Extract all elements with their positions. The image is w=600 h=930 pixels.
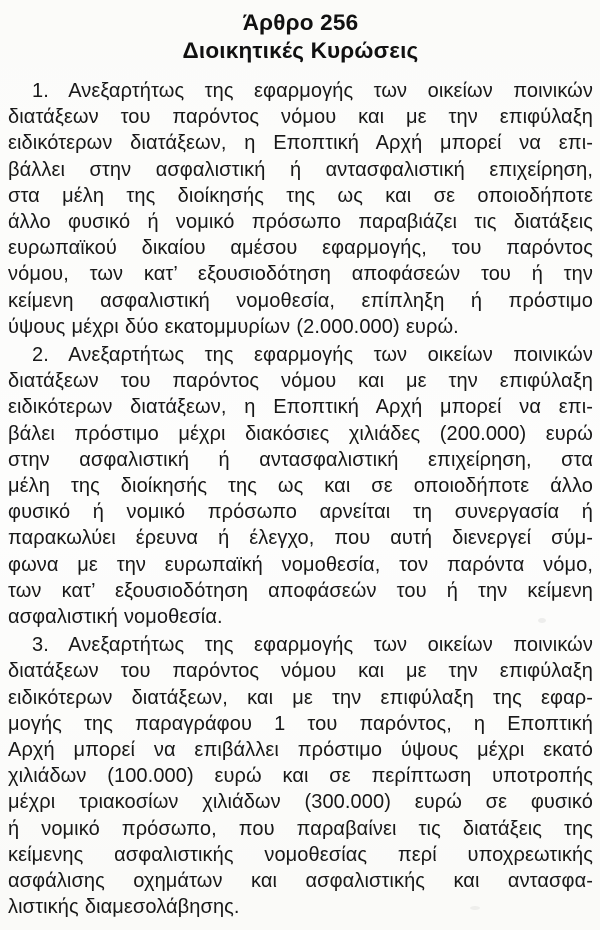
text-line: ασφάλισης οχημάτων και ασφαλιστικής και αντασφα- xyxy=(8,870,593,893)
text-line: των κατ’ εξουσιοδότηση αποφάσεών του ή την κείμενη xyxy=(8,579,593,602)
article-title: Άρθρο 256 xyxy=(242,10,359,35)
text-line: παρακωλύει έρευνα ή έλεγχο, που αυτή διενεργεί σύμ- xyxy=(8,527,593,550)
paragraph-3 xyxy=(8,632,593,920)
article-heading xyxy=(8,9,593,65)
text-line: ειδικότερων διατάξεων, η Εποπτική Αρχή μπορεί να επι- xyxy=(8,396,593,419)
text-line: στα μέλη της διοίκησής της ως και σε οποιοδήποτε xyxy=(8,184,593,207)
text-line: φωνα με την ευρωπαϊκή νομοθεσία, τον παρόντα νόμο, xyxy=(8,553,593,576)
article-subtitle: Διοικητικές Κυρώσεις xyxy=(182,38,419,63)
text-line: στην ασφαλιστική ή αντασφαλιστική επιχείρηση, στα xyxy=(8,448,593,471)
text-line: 3. Ανεξαρτήτως της εφαρμογής των οικείων ποινικών xyxy=(32,634,593,657)
text-line: Αρχή μπορεί να επιβάλλει πρόστιμο ύψους μέχρι εκατό xyxy=(8,739,593,762)
document-body xyxy=(8,78,593,921)
paragraph-1 xyxy=(8,78,593,340)
text-line: μέλη της διοίκησής της ως και σε οποιοδήποτε άλλο xyxy=(8,475,593,498)
text-line: λιστικής διαμεσολάβησης. xyxy=(8,896,240,919)
text-line: ευρωπαϊκού δικαίου αμέσου εφαρμογής, του παρόντος xyxy=(8,237,593,260)
text-line: μογής της παραγράφου 1 του παρόντος, η Εποπτική xyxy=(8,712,593,735)
text-line: βάλει πρόστιμο μέχρι διακόσιες χιλιάδες (200.000) ευρώ xyxy=(8,422,593,445)
text-line: ύψους μέχρι δύο εκατομμυρίων (2.000.000) ευρώ. xyxy=(8,315,459,338)
text-line: νόμου, των κατ’ εξουσιοδότηση αποφάσεών του ή την xyxy=(8,263,593,286)
text-line: 2. Ανεξαρτήτως της εφαρμογής των οικείων ποινικών xyxy=(32,344,593,367)
text-line: βάλλει στην ασφαλιστική ή αντασφαλιστική επιχείρηση, xyxy=(8,158,593,181)
text-line: άλλο φυσικό ή νομικό πρόσωπο παραβιάζει τις διατάξεις xyxy=(8,211,593,234)
text-line: κείμενης ασφαλιστικής νομοθεσίας περί υποχρεωτικής xyxy=(8,843,593,866)
text-line: διατάξεων του παρόντος νόμου και με την επιφύλαξη xyxy=(8,660,593,683)
text-line: φυσικό ή νομικό πρόσωπο αρνείται τη συνεργασία ή xyxy=(8,501,593,524)
text-line: ειδικότερων διατάξεων, η Εποπτική Αρχή μπορεί να επι- xyxy=(8,132,593,155)
text-line: διατάξεων του παρόντος νόμου και με την επιφύλαξη xyxy=(8,106,593,129)
paragraph-2 xyxy=(8,342,593,630)
text-line: χιλιάδων (100.000) ευρώ και σε περίπτωση υποτροπής xyxy=(8,765,593,788)
text-line: ή νομικό πρόσωπο, που παραβαίνει τις διατάξεις της xyxy=(8,817,593,840)
text-line: ειδικότερων διατάξεων, και με την επιφύλαξη της εφαρ- xyxy=(8,686,593,709)
text-line: μέχρι τριακοσίων χιλιάδων (300.000) ευρώ σε φυσικό xyxy=(8,791,593,814)
text-line: διατάξεων του παρόντος νόμου και με την επιφύλαξη xyxy=(8,370,593,393)
text-line: ασφαλιστική νομοθεσία. xyxy=(8,606,223,629)
text-line: κείμενη ασφαλιστική νομοθεσία, επίπληξη ή πρόστιμο xyxy=(8,289,593,312)
text-line: 1. Ανεξαρτήτως της εφαρμογής των οικείων ποινικών xyxy=(32,80,593,102)
